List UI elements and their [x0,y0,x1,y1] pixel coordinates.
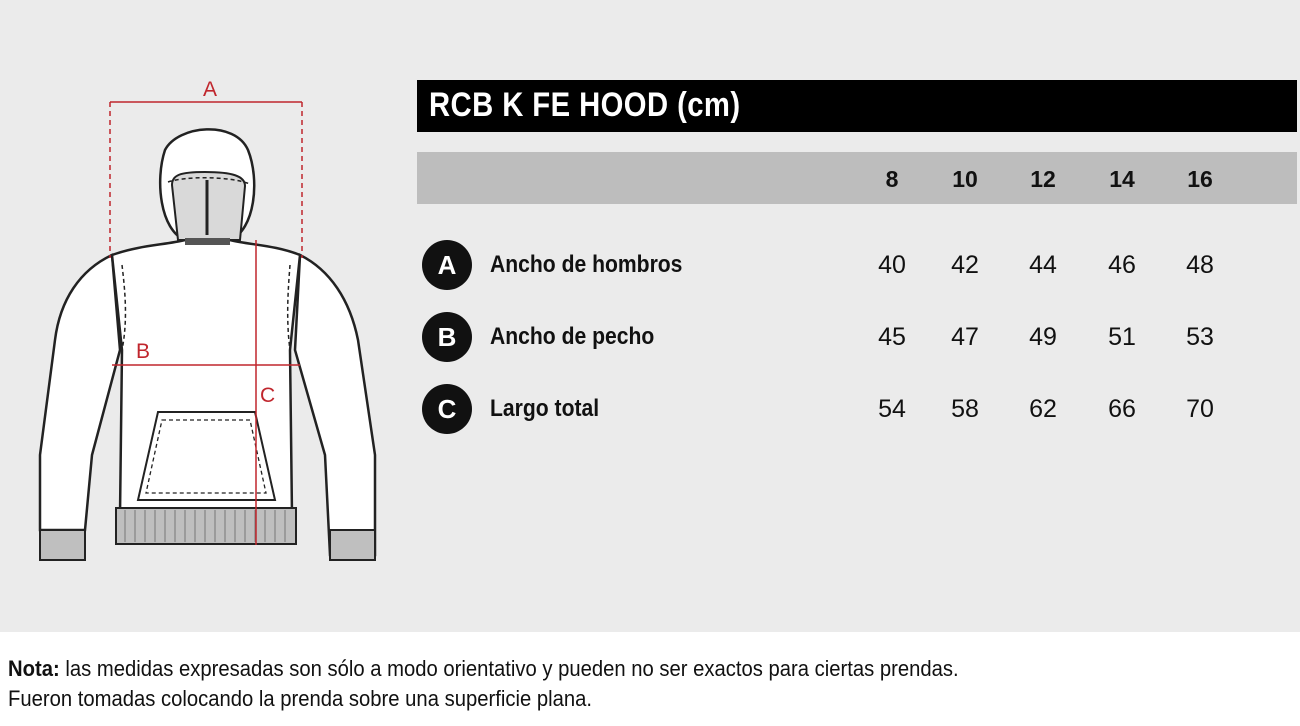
table-cell: 42 [951,251,979,279]
table-cell: 45 [878,323,906,351]
footnote-line-1 [8,654,1186,684]
size-label: 14 [1109,166,1135,192]
measure-label-b: B [136,340,151,363]
table-cell: 54 [878,395,906,423]
row-label: Largo total [490,395,600,422]
title-bar [417,80,1297,132]
footnote-prefix: Nota: [8,656,60,681]
badge-a: A [422,240,472,290]
hoodie-illustration-icon [30,70,400,570]
table-cell: 46 [1108,251,1136,279]
measure-row-a [417,240,1297,296]
size-label: 8 [885,166,899,192]
table-cell: 70 [1186,395,1214,423]
size-label: 16 [1187,166,1213,192]
table-cell: 49 [1029,323,1057,351]
table-cell: 66 [1108,395,1136,423]
badge-b: B [422,312,472,362]
page-title: RCB K FE HOOD (cm) [429,86,741,124]
table-cell: 48 [1186,251,1214,279]
table-cell: 62 [1029,395,1057,423]
table-cell: 58 [951,395,979,423]
table-cell: 51 [1108,323,1136,351]
row-label: Ancho de hombros [490,251,683,278]
table-cell: 44 [1029,251,1057,279]
badge-c: C [422,384,472,434]
measure-label-a: A [203,78,218,101]
footnote-line-2: Fueron tomadas colocando la prenda sobre una superficie plana. [8,686,592,711]
footnote-text: las medidas expresadas son sólo a modo orientativo y pueden no ser exactos para ciertas prendas. [59,656,959,681]
measure-label-c: C [260,384,276,407]
measure-row-c [417,384,1297,440]
row-label: Ancho de pecho [490,323,655,350]
size-label: 10 [952,166,978,192]
size-header-row [417,152,1297,204]
size-label: 12 [1030,166,1056,192]
table-cell: 47 [951,323,979,351]
footnote [8,654,1186,714]
measure-row-b [417,312,1297,368]
table-cell: 53 [1186,323,1214,351]
table-cell: 40 [878,251,906,279]
